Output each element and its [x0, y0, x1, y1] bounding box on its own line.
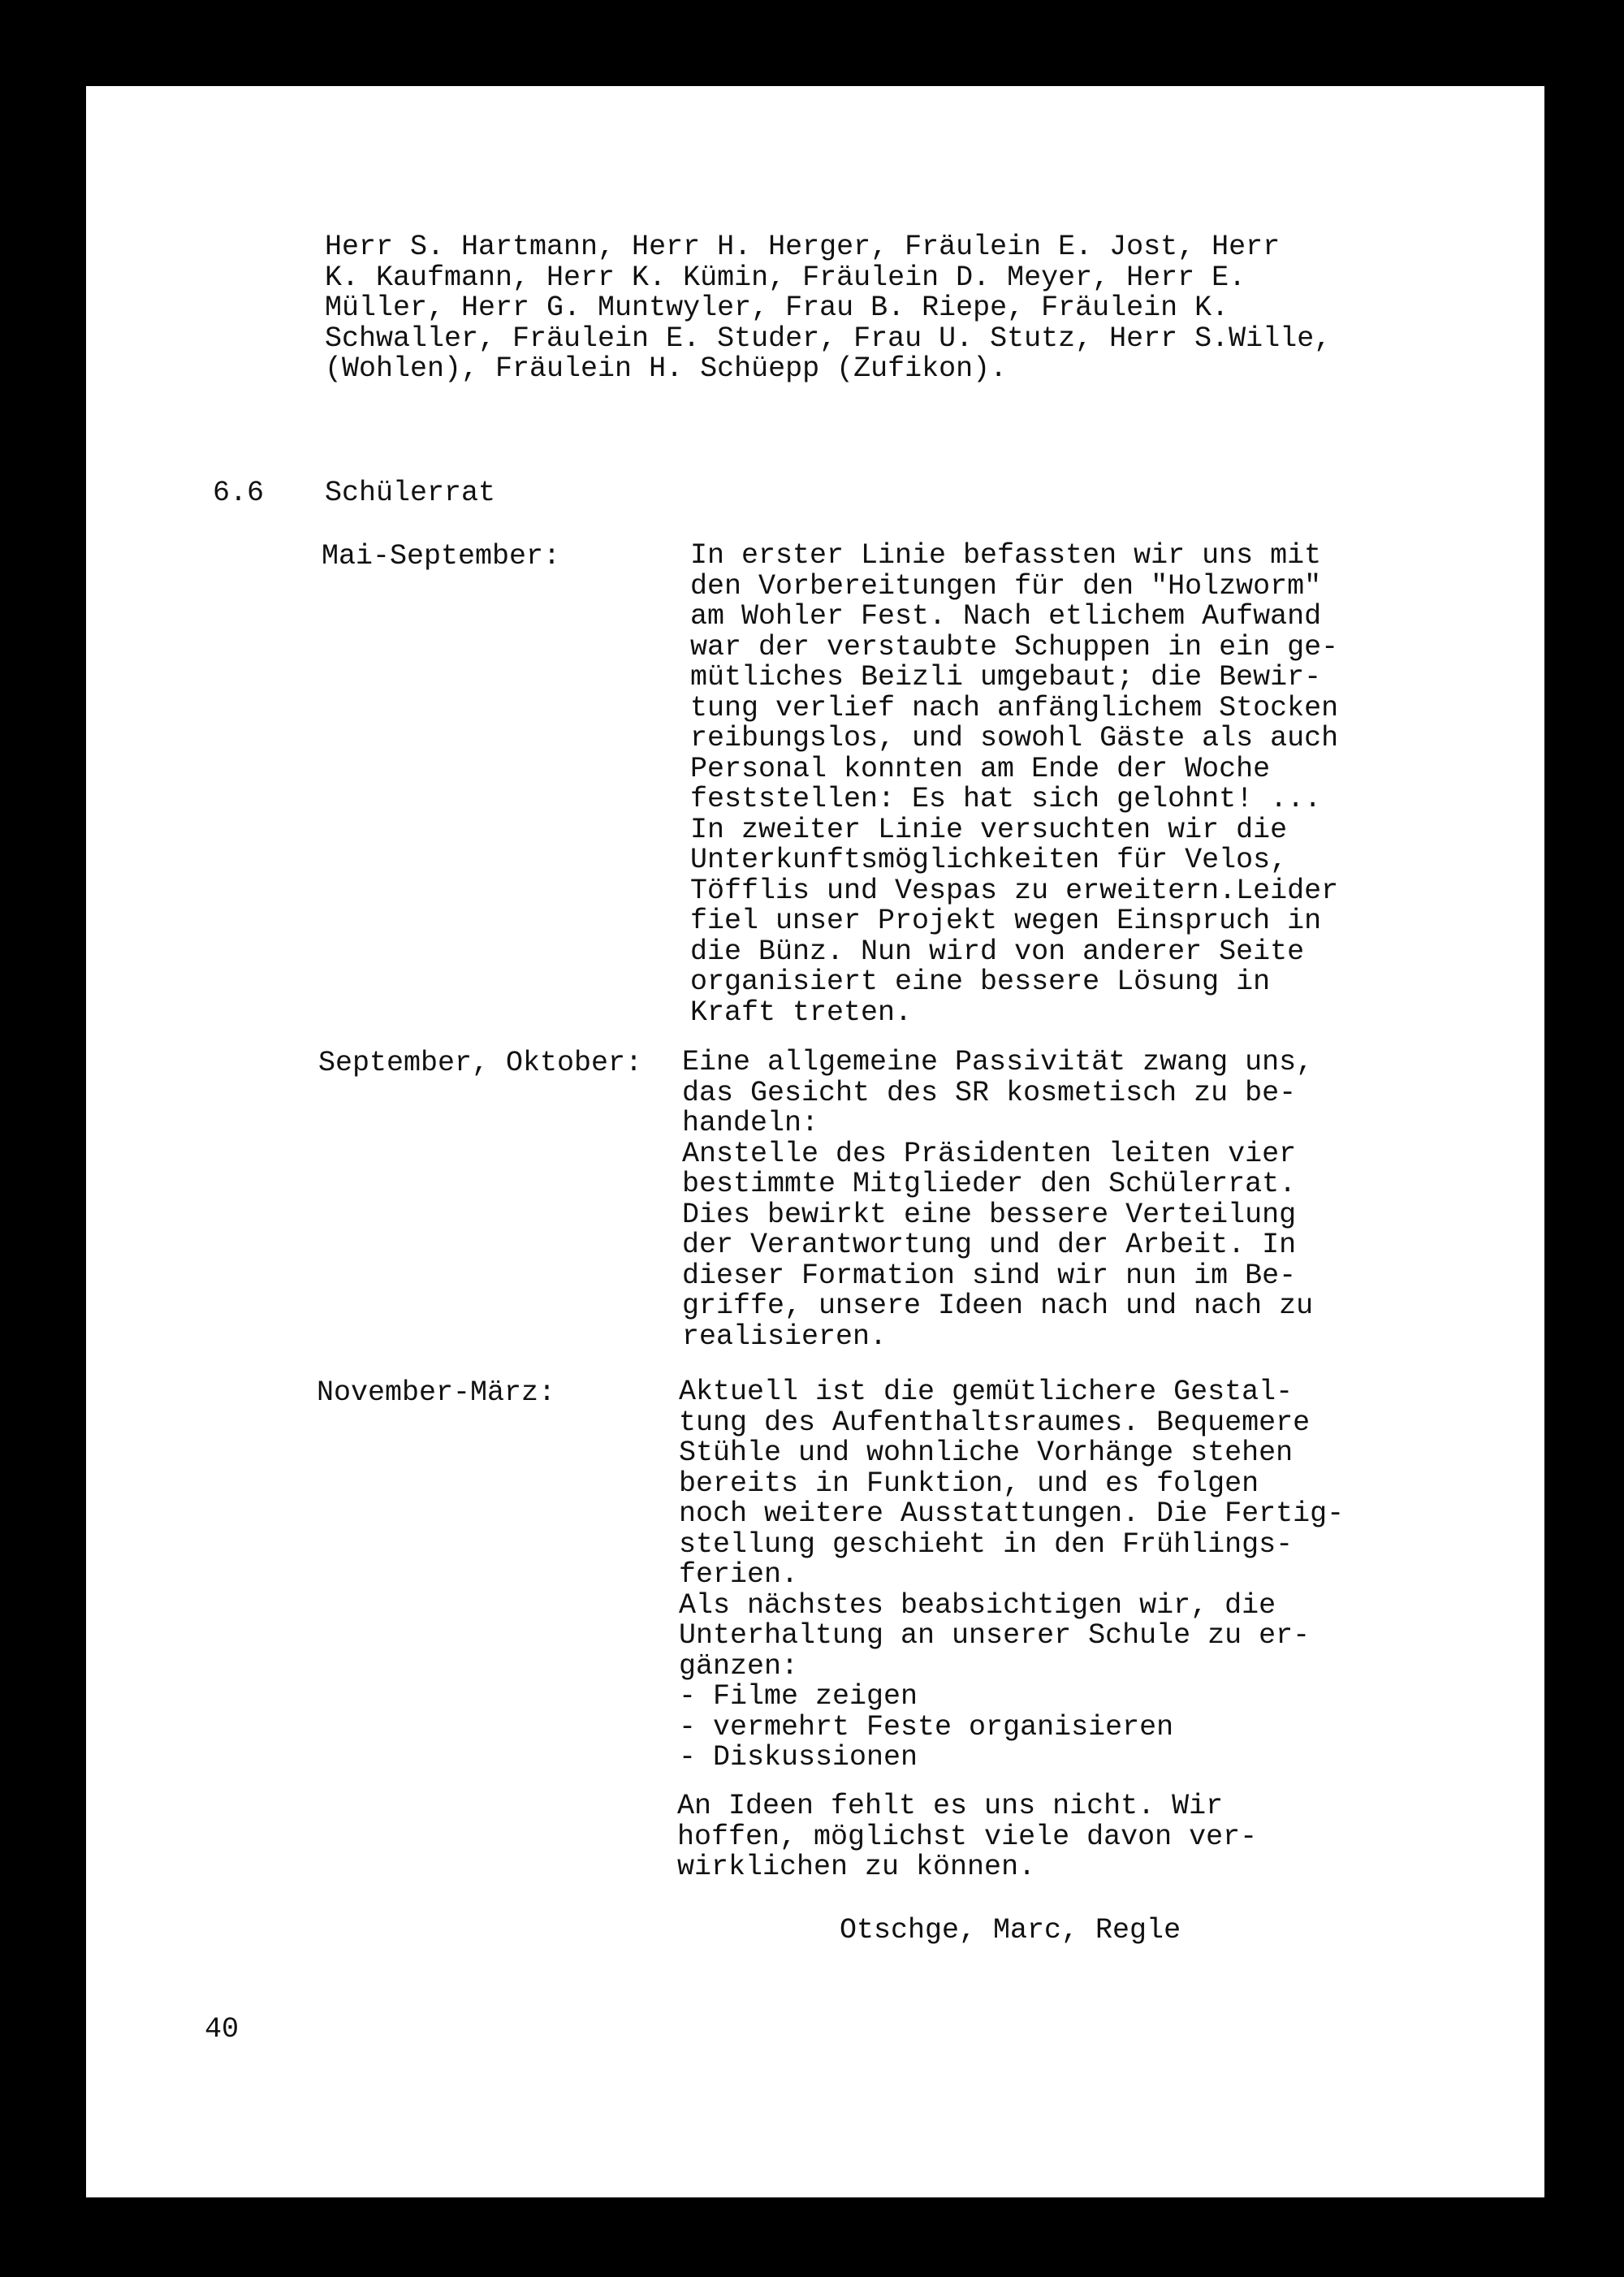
page-number: 40 [205, 2013, 240, 2046]
document-page [86, 86, 1544, 2197]
entry-text-mai-september: In erster Linie befassten wir uns mit den Vorbereitungen für den "Holzworm" am Wohler Fest. Nach etlichem Aufwand war der verstaubte Schuppen in ein ge- mütliches Beizli umgebaut; die Bewir- tung verlief nach anfänglichem Stocken reibungslos, und sowohl Gäste als auch Personal konnten am Ende der Woche feststellen: Es hat sich gelohnt! ... In zweiter Linie versuchten wir die Unterkunftsmöglichkeiten für Velos, Töfflis und Vespas zu erweitern.Leider fiel unser Projekt wegen Einspruch in die Bünz. Nun wird von anderer Seite organisiert eine bessere Lösung in Kraft treten. [690, 539, 1339, 1029]
entry-text-closing: An Ideen fehlt es uns nicht. Wir hoffen, möglichst viele davon ver- wirklichen zu können. [677, 1790, 1258, 1883]
section-number: 6.6 [213, 477, 265, 509]
entry-label-september-oktober: September, Oktober: [318, 1047, 643, 1079]
signature: Otschge, Marc, Regle [840, 1914, 1181, 1946]
names-paragraph: Herr S. Hartmann, Herr H. Herger, Fräulein E. Jost, Herr K. Kaufmann, Herr K. Kümin, Fräulein D. Meyer, Herr E. Müller, Herr G. Muntwyler, Frau B. Riepe, Fräulein K. Schwaller, Fräulein E. Studer, Frau U. Stutz, Herr S.Wille, (Wohlen), Fräulein H. Schüepp (Zufikon). [325, 231, 1332, 385]
entry-label-mai-september: Mai-September: [322, 540, 561, 572]
entry-text-september-oktober: Eine allgemeine Passivität zwang uns, das Gesicht des SR kosmetisch zu be- handeln: Anstelle des Präsidenten leiten vier bestimmte Mitglieder den Schülerrat. Dies bewirkt eine bessere Verteilung der Verantwortung und der Arbeit. In dieser Formation sind wir nun im Be- griffe, unsere Ideen nach und nach zu realisieren. [682, 1046, 1314, 1353]
section-title: Schülerrat [325, 477, 496, 509]
entry-label-november-maerz: November-März: [317, 1376, 556, 1409]
entry-text-november-maerz: Aktuell ist die gemütlichere Gestal- tung des Aufenthaltsraumes. Bequemere Stühle und wohnliche Vorhänge stehen bereits in Funktion, und es folgen noch weitere Ausstattungen. Die Fertig- stellung geschieht in den Frühlings- ferien. Als nächstes beabsichtigen wir, die Unterhaltung an unserer Schule zu er- gänzen: - Filme zeigen - vermehrt Feste organisieren - Diskussionen [679, 1376, 1345, 1774]
